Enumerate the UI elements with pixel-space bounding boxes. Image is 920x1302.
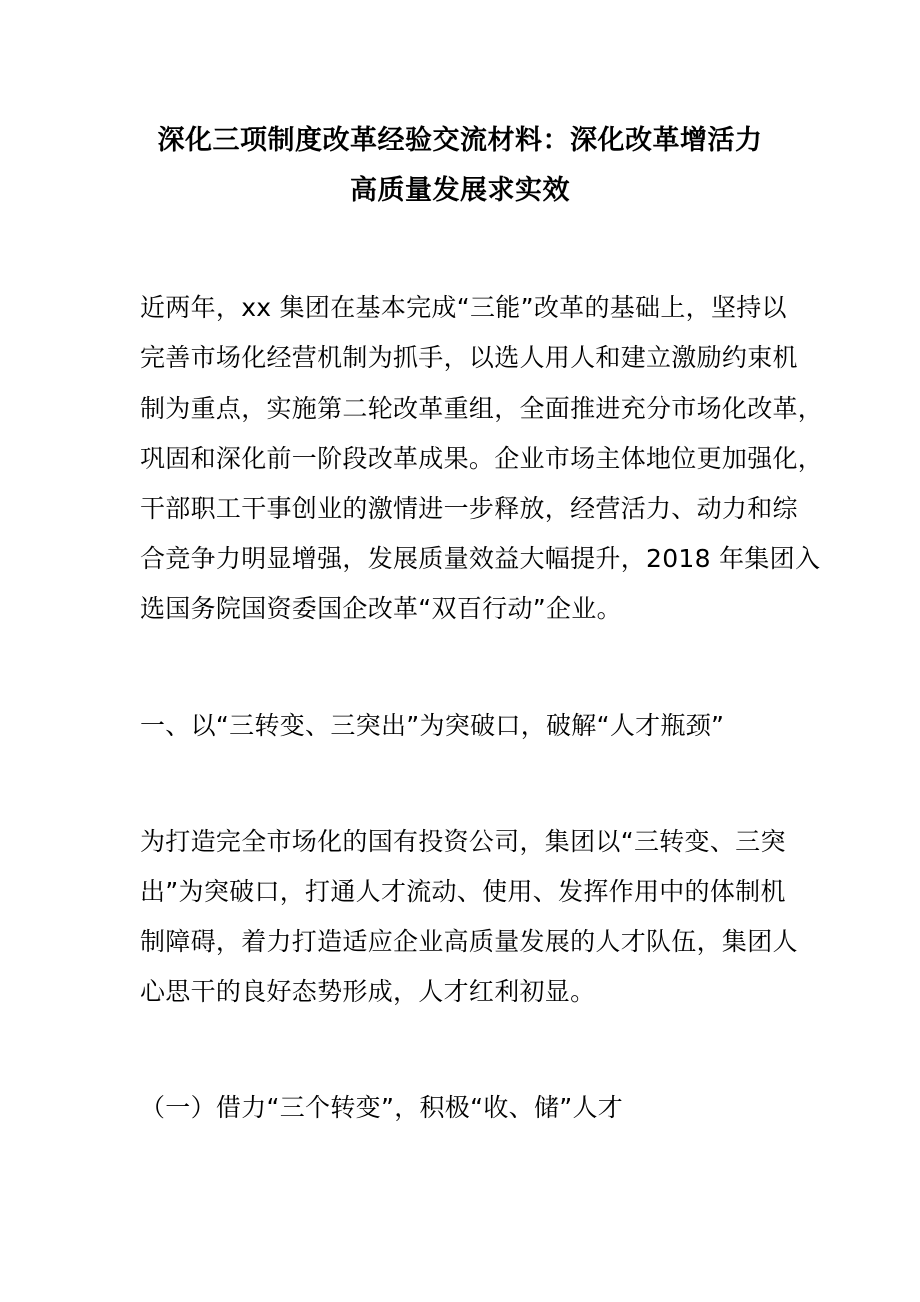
document-title-line-1: 深化三项制度改革经验交流材料：深化改革增活力 <box>157 125 763 156</box>
intro-line: 巩固和深化前一阶段改革成果。企业市场主体地位更加强化， <box>140 444 824 473</box>
subsection-1-heading: （一）借力“三个转变”，积极“收、储”人才 <box>140 1093 624 1122</box>
intro-line: 近两年，xx 集团在基本完成“三能”改革的基础上，坚持以 <box>140 293 787 322</box>
intro-line: 制为重点，实施第二轮改革重组，全面推进充分市场化改革， <box>140 394 824 423</box>
intro-line: 选国务院国资委国企改革“双百行动”企业。 <box>140 594 622 623</box>
intro-line: 合竞争力明显增强，发展质量效益大幅提升，2018 年集团入 <box>140 544 821 573</box>
section-1-line: 心思干的良好态势形成，人才红利初显。 <box>140 977 596 1006</box>
section-1-line: 制障碍，着力打造适应企业高质量发展的人才队伍，集团人 <box>140 927 798 956</box>
section-1-line: 为打造完全市场化的国有投资公司，集团以“三转变、三突 <box>140 827 786 856</box>
intro-line: 干部职工干事创业的激情进一步释放，经营活力、动力和综 <box>140 494 798 523</box>
section-1-heading: 一、以“三转变、三突出”为突破口，破解“人才瓶颈” <box>140 711 725 740</box>
document-title-line-2: 高质量发展求实效 <box>350 175 570 206</box>
intro-line: 完善市场化经营机制为抓手，以选人用人和建立激励约束机 <box>140 343 798 372</box>
section-1-line: 出”为突破口，打通人才流动、使用、发挥作用中的体制机 <box>140 877 786 906</box>
